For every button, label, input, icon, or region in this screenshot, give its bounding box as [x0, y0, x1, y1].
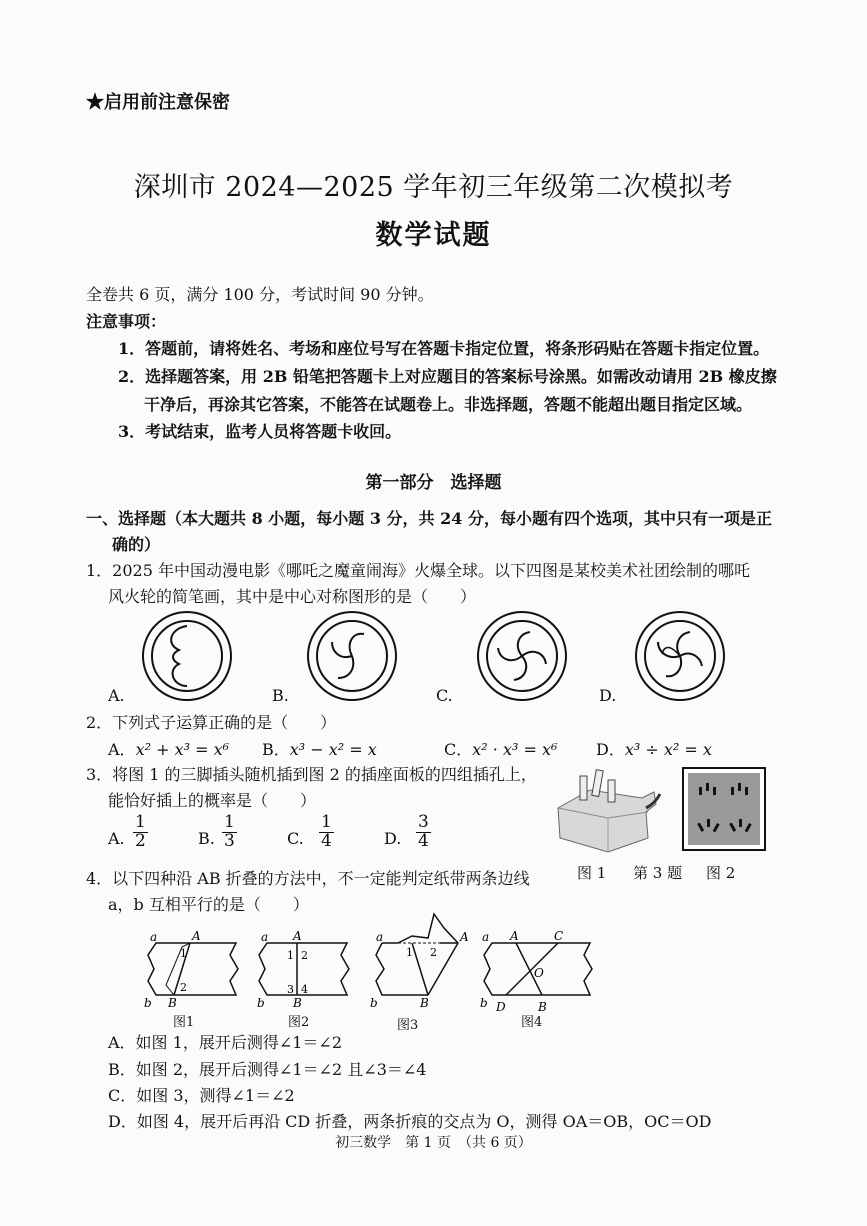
exam-title: 深圳市 2024—2025 学年初三年级第二次模拟考 — [133, 172, 734, 203]
svg-text:B: B — [420, 996, 429, 1010]
q4-option-a: A．如图 1，展开后测得∠1＝∠2 — [108, 1033, 342, 1052]
option-expr: x³ ÷ x² = x — [624, 740, 712, 759]
plug-image — [550, 768, 660, 858]
svg-text:1: 1 — [287, 949, 294, 962]
q1-option-b: B. — [272, 686, 289, 705]
q4-fig4-diagram — [478, 925, 603, 1025]
svg-text:b: b — [257, 996, 265, 1010]
option-expr: x³ − x² = x — [289, 740, 377, 759]
q1-option-d: D. — [599, 686, 617, 705]
section-heading: 一、选择题（本大题共 8 小题，每小题 3 分，共 24 分，每小题有四个选项，其中只有一项是正 — [86, 509, 772, 528]
svg-text:D: D — [496, 1000, 506, 1014]
svg-text:1: 1 — [180, 947, 187, 960]
page-footer: 初三数学 第 1 页 （共 6 页） — [335, 1135, 532, 1151]
q3-option-c-label: C. — [287, 829, 304, 848]
wheel-figure-a — [141, 610, 233, 702]
q1-stem-cont: 风火轮的简笔画，其中是中心对称图形的是（ ） — [108, 587, 477, 606]
option-expr: x² + x³ = x⁶ — [135, 740, 230, 759]
q3-fig2-caption: 图 2 — [706, 864, 736, 882]
q4-option-c: C．如图 3，测得∠1＝∠2 — [108, 1086, 295, 1105]
wheel-figure-d — [634, 610, 726, 702]
svg-text:2: 2 — [180, 981, 187, 994]
q3-option-a-label: A. — [108, 829, 125, 848]
note-item: 1．答题前，请将姓名、考场和座位号写在答题卡指定位置，将条形码贴在答题卡指定位置。 — [118, 339, 770, 358]
q2-stem: 2．下列式子运算正确的是（ ） — [86, 713, 337, 732]
svg-text:b: b — [370, 996, 378, 1010]
q3-option-a-fraction: $\frac{1}{2}$ — [135, 812, 146, 851]
q4-stem: 4．以下四种沿 AB 折叠的方法中，不一定能判定纸带两条边线 — [86, 869, 530, 888]
svg-text:b: b — [480, 996, 488, 1010]
exam-info: 全卷共 6 页，满分 100 分，考试时间 90 分钟。 — [86, 285, 434, 304]
q3-option-b-fraction: $\frac{1}{3}$ — [224, 812, 235, 851]
q3-fig1-caption: 图 1 — [577, 864, 607, 882]
notes-heading: 注意事项： — [86, 312, 167, 331]
q4-fig4-label: 图4 — [521, 1015, 543, 1030]
exam-subtitle: 数学试题 — [375, 220, 492, 251]
q3-option-c-fraction: $\frac{1}{4}$ — [321, 812, 332, 851]
svg-text:2: 2 — [430, 946, 437, 959]
svg-text:A: A — [510, 929, 519, 943]
note-item: 3．考试结束，监考人员将答题卡收回。 — [118, 422, 402, 441]
q1-option-c: C. — [436, 686, 453, 705]
confidential-note: ★启用前注意保密 — [86, 92, 230, 113]
svg-text:a: a — [482, 930, 490, 944]
svg-text:4: 4 — [301, 983, 308, 996]
svg-text:B: B — [538, 1000, 547, 1014]
svg-text:A: A — [460, 930, 469, 944]
q3-caption: 第 3 题 — [633, 864, 683, 882]
option-label: D． — [596, 740, 625, 759]
q3-option-b-label: B. — [198, 829, 215, 848]
q4-option-b: B．如图 2，展开后测得∠1＝∠2 且∠3＝∠4 — [108, 1060, 427, 1079]
svg-text:B: B — [293, 996, 302, 1010]
svg-text:A: A — [293, 929, 302, 943]
q4-fig2-label: 图2 — [288, 1015, 310, 1030]
option-label: B． — [262, 740, 290, 759]
socket-image — [682, 767, 766, 851]
svg-text:a: a — [376, 930, 384, 944]
q4-fig3-diagram — [368, 910, 473, 1025]
svg-text:A: A — [192, 929, 201, 943]
svg-text:a: a — [150, 930, 158, 944]
q4-stem-cont: a，b 互相平行的是（ ） — [108, 895, 309, 914]
q4-fig1-label: 图1 — [173, 1015, 195, 1030]
svg-text:2: 2 — [301, 949, 308, 962]
q3-stem-cont: 能恰好插上的概率是（ ） — [108, 791, 317, 810]
q2-option-b — [262, 737, 377, 760]
svg-text:C: C — [554, 929, 564, 943]
q1-option-a: A. — [108, 686, 125, 705]
q4-option-d: D．如图 4，展开后再沿 CD 折叠，两条折痕的交点为 O，测得 OA＝OB，OC＝OD — [108, 1112, 712, 1131]
svg-text:a: a — [261, 930, 269, 944]
svg-text:1: 1 — [406, 946, 413, 959]
svg-text:O: O — [534, 966, 544, 980]
q2-option-c — [444, 737, 557, 760]
option-label: C． — [444, 740, 473, 759]
wheel-figure-c — [476, 610, 568, 702]
q3-option-d-label: D. — [384, 829, 402, 848]
q3-option-d-fraction: $\frac{3}{4}$ — [418, 812, 429, 851]
option-label: A． — [108, 740, 136, 759]
svg-text:b: b — [144, 996, 152, 1010]
option-expr: x² · x³ = x⁶ — [472, 740, 558, 759]
q4-fig2-diagram — [255, 925, 360, 1025]
note-item: 2．选择题答案，用 2B 铅笔把答题卡上对应题目的答案标号涂黑。如需改动请用 2B 橡皮擦 — [118, 367, 777, 386]
q1-stem: 1．2025 年中国动漫电影《哪吒之魔童闹海》火爆全球。以下四图是某校美术社团绘制的哪吒 — [86, 561, 750, 580]
svg-text:B: B — [168, 996, 177, 1010]
wheel-figure-b — [306, 610, 398, 702]
section-heading-cont: 确的） — [112, 535, 161, 554]
q2-option-a — [108, 737, 229, 760]
q2-option-d — [596, 737, 712, 760]
part-title: 第一部分 选择题 — [365, 473, 502, 493]
note-item: 干净后，再涂其它答案，不能答在试题卷上。非选择题，答题不能超出题目指定区域。 — [144, 395, 753, 414]
svg-text:3: 3 — [287, 983, 294, 996]
q4-fig3-label: 图3 — [397, 1018, 419, 1033]
q4-fig1-diagram — [140, 925, 250, 1025]
q3-stem: 3．将图 1 的三脚插头随机插到图 2 的插座面板的四组插孔上， — [86, 765, 537, 784]
